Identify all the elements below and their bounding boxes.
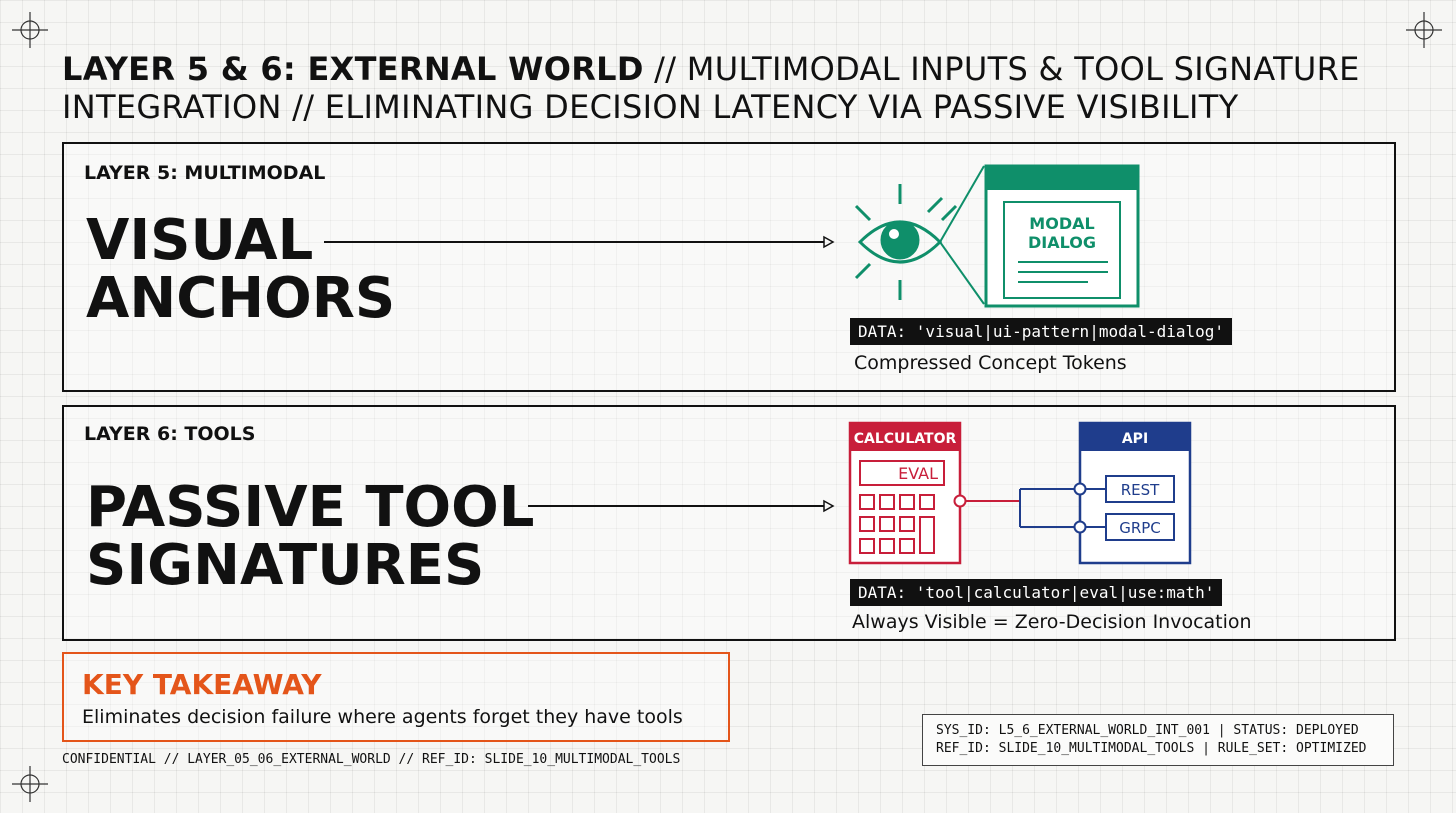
key-takeaway-box bbox=[62, 652, 730, 742]
layer5-heading-line1: VISUAL bbox=[86, 208, 314, 273]
crosshair-mark-icon bbox=[1404, 10, 1444, 50]
layer5-data-tag: DATA: 'visual|ui-pattern|modal-dialog' bbox=[850, 318, 1232, 345]
sysinfo-line2: REF_ID: SLIDE_10_MULTIMODAL_TOOLS | RULE_SET: OPTIMIZED bbox=[936, 741, 1367, 756]
layer5-heading bbox=[86, 208, 396, 331]
connector-lines bbox=[966, 489, 1076, 527]
layer6-heading-line1: PASSIVE TOOL bbox=[86, 475, 535, 540]
api-item-rest: REST bbox=[1120, 481, 1160, 499]
layer6-data-tag: DATA: 'tool|calculator|eval|use:math' bbox=[850, 579, 1222, 606]
view-cone bbox=[940, 166, 984, 304]
layer6-label: LAYER 6: TOOLS bbox=[84, 423, 256, 445]
calculator-icon bbox=[850, 423, 966, 563]
api-title: API bbox=[1121, 431, 1149, 447]
sysinfo-line1: SYS_ID: L5_6_EXTERNAL_WORLD_INT_001 | STATUS: DEPLOYED bbox=[936, 723, 1359, 738]
crosshair-mark-icon bbox=[10, 10, 50, 50]
title-rest: // MULTIMODAL INPUTS & TOOL SIGNATURE bbox=[643, 50, 1360, 88]
calculator-display: EVAL bbox=[898, 464, 938, 483]
layer6-panel bbox=[62, 405, 1396, 641]
api-item-grpc: GRPC bbox=[1119, 519, 1161, 537]
layer6-arrow bbox=[526, 498, 836, 514]
modal-text-line1: MODAL bbox=[1029, 214, 1095, 233]
layer5-panel bbox=[62, 142, 1396, 392]
takeaway-title: KEY TAKEAWAY bbox=[82, 668, 322, 701]
title-line2: INTEGRATION // ELIMINATING DECISION LATENCY VIA PASSIVE VISIBILITY bbox=[62, 88, 1239, 126]
layer5-arrow bbox=[322, 234, 836, 250]
system-info-box bbox=[922, 714, 1394, 766]
confidential-footer: CONFIDENTIAL // LAYER_05_06_EXTERNAL_WORLD // REF_ID: SLIDE_10_MULTIMODAL_TOOLS bbox=[62, 752, 681, 767]
modal-text-line2: DIALOG bbox=[1028, 233, 1096, 252]
calculator-title: CALCULATOR bbox=[853, 431, 957, 447]
modal-dialog-icon bbox=[986, 166, 1138, 306]
title-bold: LAYER 5 & 6: EXTERNAL WORLD bbox=[62, 50, 644, 88]
takeaway-text: Eliminates decision failure where agents forget they have tools bbox=[82, 706, 683, 728]
layer5-caption: Compressed Concept Tokens bbox=[854, 352, 1127, 374]
api-icon bbox=[1075, 423, 1191, 563]
layer6-heading-line2: SIGNATURES bbox=[86, 533, 485, 598]
layer5-label: LAYER 5: MULTIMODAL bbox=[84, 162, 326, 184]
layer6-caption: Always Visible = Zero-Decision Invocation bbox=[852, 611, 1252, 633]
page-title bbox=[62, 50, 1402, 126]
eye-modal-illustration bbox=[844, 162, 1144, 310]
calculator-api-illustration bbox=[844, 419, 1194, 569]
crosshair-mark-icon bbox=[10, 764, 50, 804]
layer5-heading-line2: ANCHORS bbox=[86, 266, 396, 331]
layer6-heading bbox=[86, 475, 535, 598]
